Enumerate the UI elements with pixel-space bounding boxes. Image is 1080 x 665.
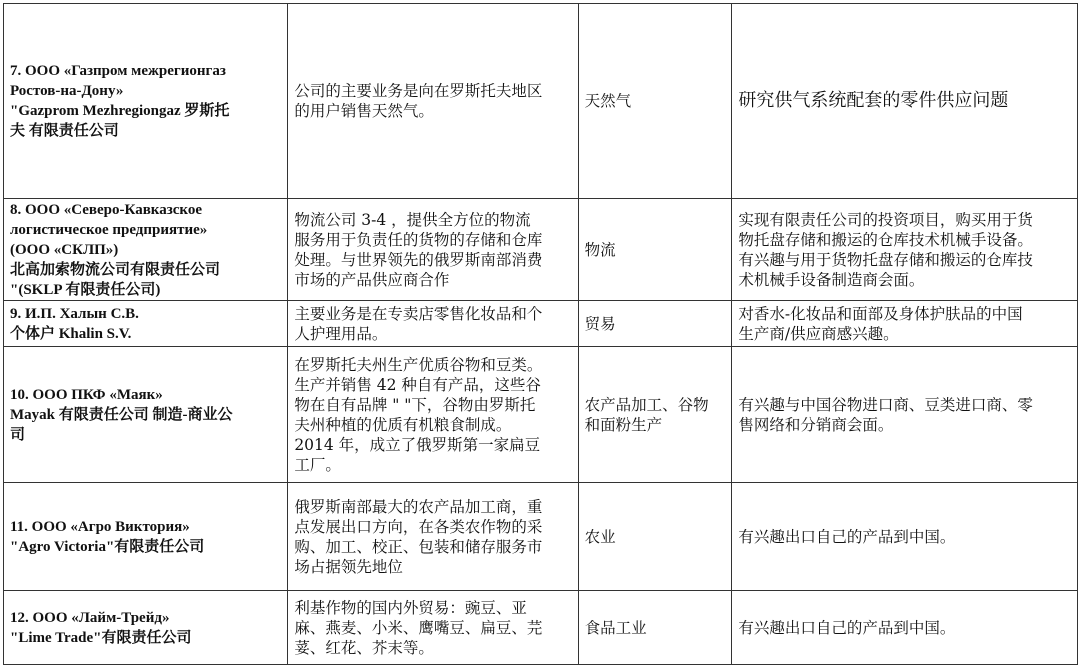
interest-cell-line: 有兴趣出口自己的产品到中国。 — [738, 527, 956, 546]
industry-cell — [578, 4, 732, 199]
industry-cell-line: 农产品加工、谷物 — [584, 395, 709, 414]
company-cell — [4, 199, 288, 301]
interest-cell — [732, 199, 1078, 301]
business-cell-line: 利基作物的国内外贸易：豌豆、亚 — [294, 598, 527, 617]
company-cell — [4, 591, 288, 665]
business-cell-line: 服务用于负责任的货物的存储和仓库 — [294, 230, 543, 249]
interest-cell — [732, 483, 1078, 591]
interest-cell-line: 物托盘存储和搬运的仓库技术机械手设备。 — [738, 230, 1033, 249]
business-cell-line: 生产并销售 42 种自有产品，这些谷 — [294, 375, 541, 394]
business-cell — [288, 4, 578, 199]
company-cell — [4, 4, 288, 199]
interest-cell — [732, 347, 1078, 483]
business-cell-line: 市场的产品供应商合作 — [294, 270, 450, 289]
company-cell — [4, 483, 288, 591]
company-cell-line: логистическое предприятие» — [10, 221, 208, 238]
interest-cell — [732, 301, 1078, 347]
business-cell — [288, 301, 578, 347]
business-cell — [288, 483, 578, 591]
interest-cell-line: 生产商/供应商感兴趣。 — [738, 324, 899, 343]
table-row — [4, 301, 1078, 347]
interest-cell-line: 实现有限责任公司的投资项目，购买用于货 — [738, 210, 1033, 229]
table-row — [4, 4, 1078, 199]
business-cell-line: 点发展出口方向，在各类农作物的采 — [294, 517, 543, 536]
business-cell — [288, 347, 578, 483]
interest-cell-line: 有兴趣与用于货物托盘存储和搬运的仓库技 — [738, 250, 1033, 269]
company-cell-line: "Gazprom Mezhregiongaz 罗斯托 — [10, 103, 230, 119]
business-cell-line: 处理。与世界领先的俄罗斯南部消费 — [294, 250, 543, 269]
table-row — [4, 347, 1078, 483]
interest-cell-line: 术机械手设备制造商会面。 — [738, 270, 925, 289]
company-cell-line: 9. И.П. Халын С.В. — [10, 305, 139, 322]
company-cell-line: "Lime Trade"有限责任公司 — [10, 629, 192, 646]
company-cell-line: 夫 有限责任公司 — [10, 123, 119, 139]
business-cell-line: 主要业务是在专卖店零售化妆品和个 — [294, 304, 543, 323]
company-cell-line: 司 — [10, 426, 26, 443]
company-cell-line: 10. ООО ПКФ «Маяк» — [10, 386, 163, 403]
business-cell-line: 夫州种植的优质有机粮食制成。 — [294, 415, 512, 434]
company-cell-line: (ООО «СКЛП») — [10, 241, 119, 258]
business-cell-line: 场占据领先地位 — [294, 557, 403, 576]
table-row — [4, 591, 1078, 665]
industry-cell — [578, 347, 732, 483]
interest-cell — [732, 591, 1078, 665]
company-cell-line: 8. ООО «Северо-Кавказское — [10, 201, 203, 218]
business-cell-line: 工厂。 — [294, 455, 341, 474]
industry-cell-line: 天然气 — [584, 92, 632, 110]
interest-cell — [732, 4, 1078, 199]
company-cell — [4, 301, 288, 347]
industry-cell-line: 和面粉生产 — [584, 415, 663, 434]
interest-cell-line: 研究供气系统配套的零件供应问题 — [738, 90, 1009, 111]
business-cell-line: 物在自有品牌 " "下，谷物由罗斯托 — [294, 395, 536, 414]
interest-cell-line: 对香水-化妆品和面部及身体护肤品的中国 — [738, 304, 1023, 323]
business-cell-line: 人护理用品。 — [294, 324, 388, 343]
company-cell-line: "(SKLP 有限责任公司) — [10, 281, 161, 298]
business-cell-line: 公司的主要业务是向在罗斯托夫地区 — [294, 82, 543, 100]
interest-cell-line: 有兴趣出口自己的产品到中国。 — [738, 618, 956, 637]
industry-cell-line: 物流 — [584, 240, 616, 259]
company-cell-line: "Agro Victoria"有限责任公司 — [10, 538, 205, 555]
industry-cell — [578, 199, 732, 301]
industry-cell — [578, 591, 732, 665]
company-cell-line: 7. ООО «Газпром межрегионгаз — [10, 63, 226, 79]
interest-cell-line: 售网络和分销商会面。 — [738, 415, 894, 434]
company-cell-line: 12. ООО «Лайм-Трейд» — [10, 609, 170, 626]
business-cell-line: 的用户销售天然气。 — [294, 102, 434, 120]
company-cell-line: Mayak 有限责任公司 制造-商业公 — [10, 406, 233, 423]
table-body — [4, 4, 1078, 665]
business-cell-line: 俄罗斯南部最大的农产品加工商，重 — [294, 497, 543, 516]
industry-cell-line: 农业 — [584, 527, 616, 546]
business-cell-line: 麻、燕麦、小米、鹰嘴豆、扁豆、芫 — [294, 618, 543, 637]
table-row — [4, 199, 1078, 301]
company-cell-line: 北高加索物流公司有限责任公司 — [10, 261, 221, 278]
business-cell — [288, 591, 578, 665]
industry-cell — [578, 301, 732, 347]
company-cell-line: 11. ООО «Агро Виктория» — [10, 518, 190, 535]
company-cell — [4, 347, 288, 483]
business-cell-line: 购、加工、校正、包装和储存服务市 — [294, 537, 543, 556]
industry-cell-line: 贸易 — [584, 314, 616, 333]
company-cell-line: Ростов-на-Дону» — [10, 83, 124, 99]
business-cell-line: 在罗斯托夫州生产优质谷物和豆类。 — [294, 355, 543, 374]
business-cell-line: 2014 年，成立了俄罗斯第一家扁豆 — [294, 435, 541, 454]
business-cell — [288, 199, 578, 301]
interest-cell-line: 有兴趣与中国谷物进口商、豆类进口商、零 — [738, 395, 1033, 414]
industry-cell-line: 食品工业 — [584, 618, 647, 637]
company-table — [3, 3, 1078, 665]
business-cell-line: 荽、红花、芥末等。 — [294, 638, 434, 657]
industry-cell — [578, 483, 732, 591]
company-cell-line: 个体户 Khalin S.V. — [10, 325, 132, 342]
business-cell-line: 物流公司 3-4 ，提供全方位的物流 — [294, 210, 531, 229]
table-row — [4, 483, 1078, 591]
